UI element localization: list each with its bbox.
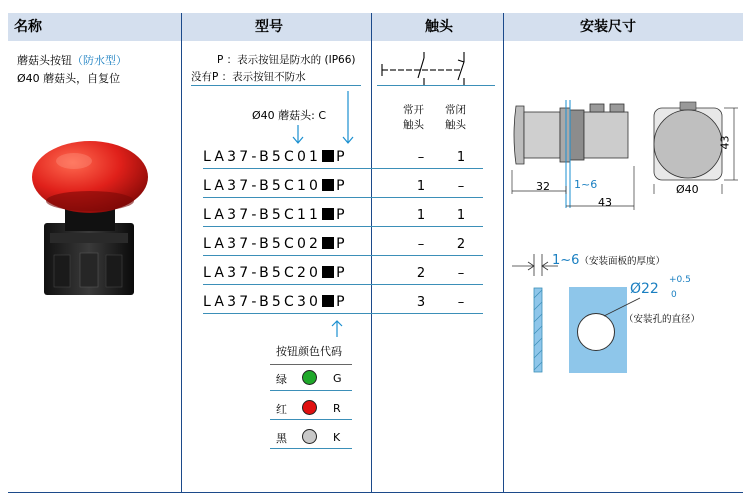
color-placeholder-square: [322, 179, 334, 191]
color-name: 红: [276, 403, 287, 416]
model-suffix: P: [336, 207, 348, 223]
note-ip66: P ：表示按钮是防水的 (IP66): [217, 54, 356, 66]
dim-43-side: 43: [718, 135, 732, 150]
panel-thickness-value: [552, 249, 665, 268]
product-name-main: 蘑菇头按钮: [17, 54, 72, 67]
contact-nc-value: 2: [456, 237, 466, 252]
contact-no-header: [403, 103, 424, 133]
color-swatch-black: [302, 429, 317, 444]
hole-note: （安装孔的直径）: [624, 314, 701, 325]
color-swatch-red: [302, 400, 317, 415]
contact-nc-value: 1: [456, 208, 466, 223]
product-name: [17, 52, 127, 68]
contact-symbol: [378, 48, 496, 88]
dim-43-bottom: 43: [598, 196, 612, 209]
color-placeholder-square: [322, 295, 334, 307]
model-code: LA37-B5C02: [203, 236, 322, 252]
model-row: [203, 265, 348, 281]
contact-no-line1: 常开: [403, 104, 424, 116]
hole-tol-upper: +0.5: [669, 275, 691, 285]
contact-nc-value: 1: [456, 150, 466, 165]
note-no-waterproof: 没有P ：表示按钮不防水: [191, 71, 306, 83]
color-name: 绿: [276, 373, 287, 386]
color-placeholder-square: [322, 208, 334, 220]
color-row-separator: [270, 390, 352, 391]
row-separator: [203, 168, 483, 169]
color-swatch-green: [302, 370, 317, 385]
contact-no-line2: 触头: [403, 119, 424, 131]
model-code: LA37-B5C10: [203, 178, 322, 194]
color-code: K: [333, 431, 341, 444]
row-separator: [203, 226, 483, 227]
color-code: R: [333, 402, 341, 415]
hole-diameter: Ø22: [630, 281, 659, 297]
header-model: 型号: [255, 19, 283, 35]
color-row-separator: [270, 364, 352, 365]
model-code: LA37-B5C20: [203, 265, 322, 281]
contact-no-value: –: [417, 237, 425, 252]
color-code-title: 按钮颜色代码: [276, 345, 342, 358]
color-placeholder-square: [322, 237, 334, 249]
contact-nc-line2: 触头: [445, 119, 466, 131]
divider-3: [503, 13, 504, 493]
contact-nc-value: –: [457, 179, 465, 194]
color-placeholder-square: [322, 150, 334, 162]
color-row-separator: [270, 448, 352, 449]
model-row: [203, 236, 348, 252]
row-separator: [203, 313, 483, 314]
header-contact: 触头: [425, 19, 453, 35]
row-separator: [203, 255, 483, 256]
product-photo: [30, 135, 150, 305]
contact-nc-value: –: [457, 295, 465, 310]
model-row: [203, 207, 348, 223]
model-code: LA37-B5C30: [203, 294, 322, 310]
contact-no-value: –: [417, 150, 425, 165]
color-row-separator: [270, 419, 352, 420]
hole-leader: [600, 296, 650, 320]
panel-thickness: 1~6: [552, 253, 580, 268]
model-row: [203, 294, 348, 310]
model-suffix: P: [336, 236, 348, 252]
model-suffix: P: [336, 149, 348, 165]
contact-nc-header: [445, 103, 466, 133]
dim-1-6: 1~6: [574, 178, 598, 191]
bottom-rule: [8, 492, 743, 493]
contact-nc-value: –: [457, 266, 465, 281]
contact-rule: [377, 85, 495, 86]
color-code: G: [333, 372, 342, 385]
header-dims: 安装尺寸: [580, 19, 636, 35]
model-row: [203, 149, 348, 165]
model-code: LA37-B5C11: [203, 207, 322, 223]
side-view-drawing: [510, 90, 645, 215]
header-name: 名称: [14, 19, 42, 35]
divider-2: [371, 13, 372, 493]
contact-no-value: 1: [416, 208, 426, 223]
contact-nc-line1: 常闭: [445, 104, 466, 116]
color-name: 黑: [276, 432, 287, 445]
product-subtitle: Ø40 蘑菇头，自复位: [17, 72, 121, 85]
contact-no-value: 2: [416, 266, 426, 281]
model-suffix: P: [336, 265, 348, 281]
contact-no-value: 3: [416, 295, 426, 310]
row-separator: [203, 197, 483, 198]
dim-40: Ø40: [676, 183, 699, 196]
model-suffix: P: [336, 294, 348, 310]
hole-tol-lower: 0: [671, 290, 677, 300]
model-code: LA37-B5C01: [203, 149, 322, 165]
product-name-suffix: （防水型）: [72, 54, 127, 67]
color-placeholder-square: [322, 266, 334, 278]
panel-thickness-note: （安装面板的厚度）: [579, 256, 665, 267]
dim-32: 32: [536, 180, 550, 193]
row-separator: [203, 284, 483, 285]
contact-no-value: 1: [416, 179, 426, 194]
model-suffix: P: [336, 178, 348, 194]
model-row: [203, 178, 348, 194]
mushroom-label: Ø40 蘑菇头: C: [252, 109, 327, 122]
